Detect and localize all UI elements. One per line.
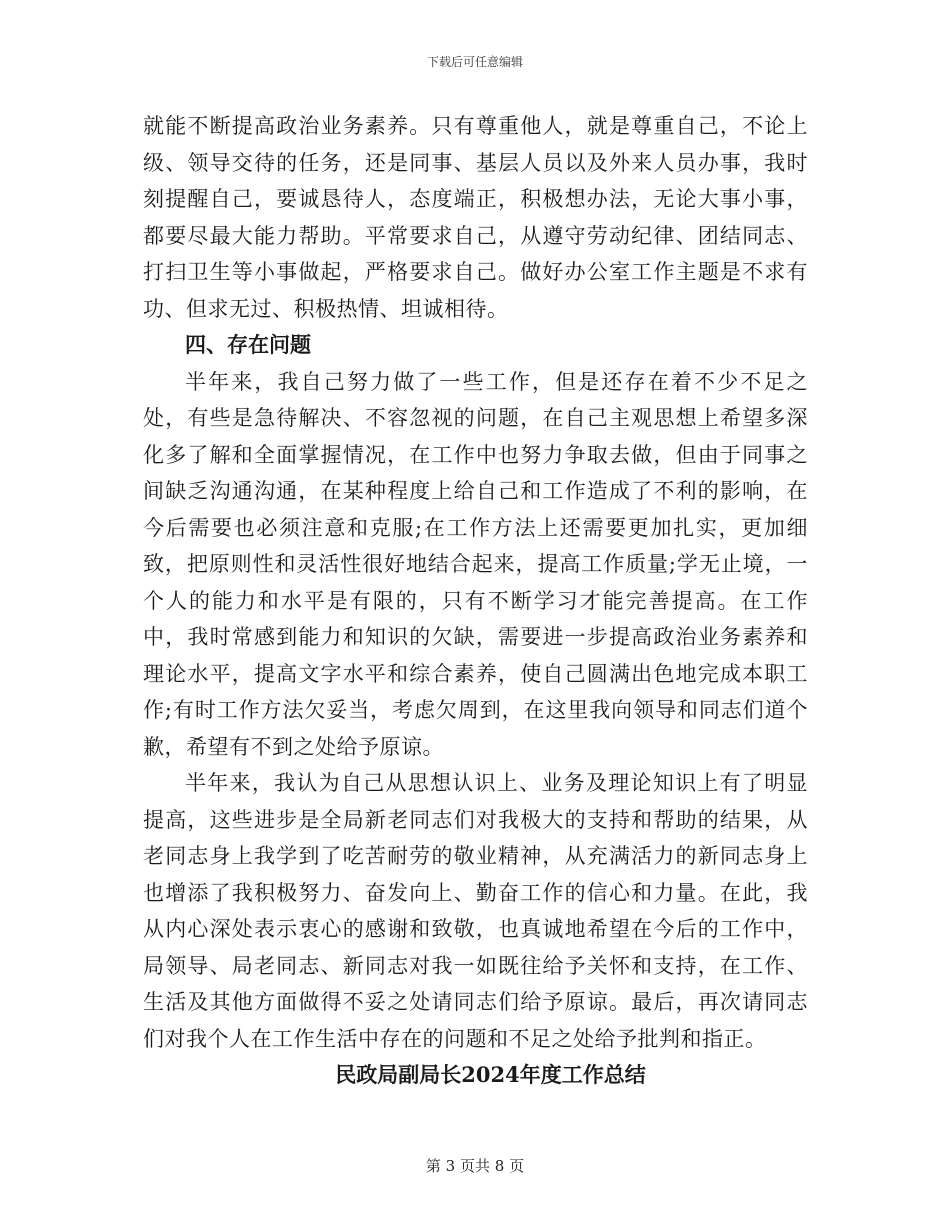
document-body: [143, 108, 808, 1094]
section-heading-problems: 四、存在问题: [185, 332, 311, 357]
page-header-note: 下载后可任意编辑: [426, 55, 523, 69]
paragraph-closing: 半年来，我认为自己从思想认识上、业务及理论知识上有了明显提高，这些进步是全局新老同志们对我极大的支持和帮助的结果，从老同志身上我学到了吃苦耐劳的敬业精神，从充满活力的新同志身上也增添了我积极努力、奋发向上、勤奋工作的信心和力量。在此，我从内心深处表示衷心的感谢和致敬，也真诚地希望在今后的工作中，局领导、局老同志、新同志对我一如既往给予关怀和支持，在工作、生活及其他方面做得不妥之处请同志们给予原谅。最后，再次请同志们对我个人在工作生活中存在的问题和不足之处给予批判和指正。: [143, 771, 808, 1051]
page-number: 第 3 页共 8 页: [425, 1157, 525, 1175]
next-document-title: 民政局副局长2024年度工作总结: [335, 1062, 646, 1087]
paragraph-continuation: 就能不断提高政治业务素养。只有尊重他人，就是尊重自己，不论上级、领导交待的任务，还是同事、基层人员以及外来人员办事，我时刻提醒自己，要诚恳待人，态度端正，积极想办法，无论大事小事，都要尽最大能力帮助。平常要求自己，从遵守劳动纪律、团结同志、打扫卫生等小事做起，严格要求自己。做好办公室工作主题是不求有功、但求无过、积极热情、坦诚相待。: [143, 114, 808, 321]
paragraph-problems: 半年来，我自己努力做了一些工作，但是还存在着不少不足之处，有些是急待解决、不容忽视的问题，在自己主观思想上希望多深化多了解和全面掌握情况，在工作中也努力争取去做，但由于同事之间缺乏沟通沟通，在某种程度上给自己和工作造成了不利的影响，在今后需要也必须注意和克服;在工作方法上还需要更加扎实，更加细致，把原则性和灵活性很好地结合起来，提高工作质量;学无止境，一个人的能力和水平是有限的，只有不断学习才能完善提高。在工作中，我时常感到能力和知识的欠缺，需要进一步提高政治业务素养和理论水平，提高文字水平和综合素养，使自己圆满出色地完成本职工作;有时工作方法欠妥当，考虑欠周到，在这里我向领导和同志们道个歉，希望有不到之处给予原谅。: [143, 369, 808, 759]
